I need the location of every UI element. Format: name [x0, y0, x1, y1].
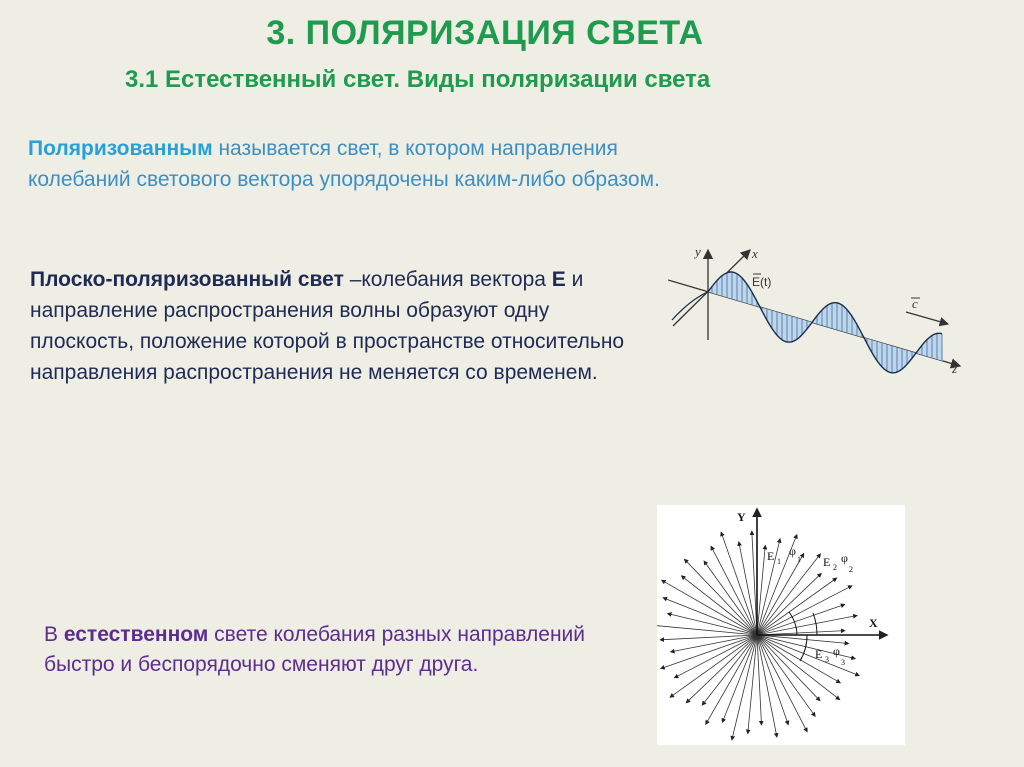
ray-arrow	[757, 635, 788, 725]
ray-arrow	[757, 635, 859, 676]
definition-text: называется свет, в котором направления колебаний светового вектора упорядочены каким-либо образом.	[28, 137, 660, 191]
slide-subtitle: 3.1 Естественный свет. Виды поляризации света	[125, 66, 711, 93]
ray-arrow	[757, 635, 777, 737]
velocity-label: c	[912, 296, 918, 311]
phi2-label: φ	[841, 551, 848, 565]
e1-sub: 1	[777, 557, 781, 566]
ray-arrow	[757, 635, 823, 701]
ray-arrow	[686, 635, 757, 703]
x-axis-label: X	[869, 616, 878, 630]
definition-term: Поляризованным	[28, 137, 213, 160]
e3-sub: 3	[825, 655, 829, 664]
phi2-sub: 2	[849, 565, 853, 574]
plane-polarized-text-2: и направление распространения волны образуют одну плоскость, положение которой в пространстве относительно направления распространения не меняется со временем.	[30, 268, 625, 384]
z-axis-label: z	[952, 361, 958, 376]
polarized-wave-diagram	[668, 238, 968, 380]
y-axis-label: y	[695, 244, 701, 259]
natural-prefix: В	[44, 623, 64, 646]
ray-arrow	[757, 604, 845, 635]
ray-arrow	[661, 635, 757, 669]
wave-fill-group	[672, 272, 943, 373]
phi1-label: φ	[789, 544, 796, 558]
ray-arrow	[722, 635, 757, 722]
ray-arrow	[757, 635, 849, 644]
slide-title: 3. ПОЛЯРИЗАЦИЯ СВЕТА	[266, 14, 704, 52]
plane-polarized-paragraph	[30, 264, 630, 388]
field-label: E(t)	[752, 275, 772, 289]
natural-light-diagram	[657, 505, 905, 745]
natural-light-paragraph	[44, 620, 604, 680]
phi3-sub: 3	[841, 658, 845, 667]
ray-arrow	[684, 559, 757, 635]
y-axis-label: Y	[737, 510, 746, 524]
phi3-label: φ	[833, 644, 840, 658]
plane-polarized-term: Плоско-поляризованный свет	[30, 268, 344, 291]
natural-term: естественном	[63, 623, 209, 646]
ray-arrow	[757, 616, 857, 636]
ray-arrow	[660, 635, 757, 640]
velocity-arrow	[906, 312, 948, 324]
definition-paragraph	[28, 133, 678, 195]
phi1-sub: 1	[797, 555, 801, 564]
ray-arrow	[721, 532, 757, 635]
e2-label: E	[823, 555, 831, 569]
ray-arrow	[757, 573, 821, 635]
vector-e-label: E	[551, 268, 566, 291]
ray-arrow	[663, 598, 757, 635]
plane-polarized-text: –колебания вектора	[343, 268, 552, 291]
e3-label: E	[815, 647, 823, 661]
e2-sub: 2	[833, 563, 837, 572]
e1-label: E	[767, 549, 775, 563]
wave-fill	[708, 272, 943, 373]
ray-arrow	[748, 635, 757, 734]
x-axis-label: x	[752, 246, 758, 261]
ray-arrow	[757, 545, 765, 635]
natural-text: свете колебания разных направлений быстро и беспорядочно сменяют друг друга.	[44, 623, 586, 676]
